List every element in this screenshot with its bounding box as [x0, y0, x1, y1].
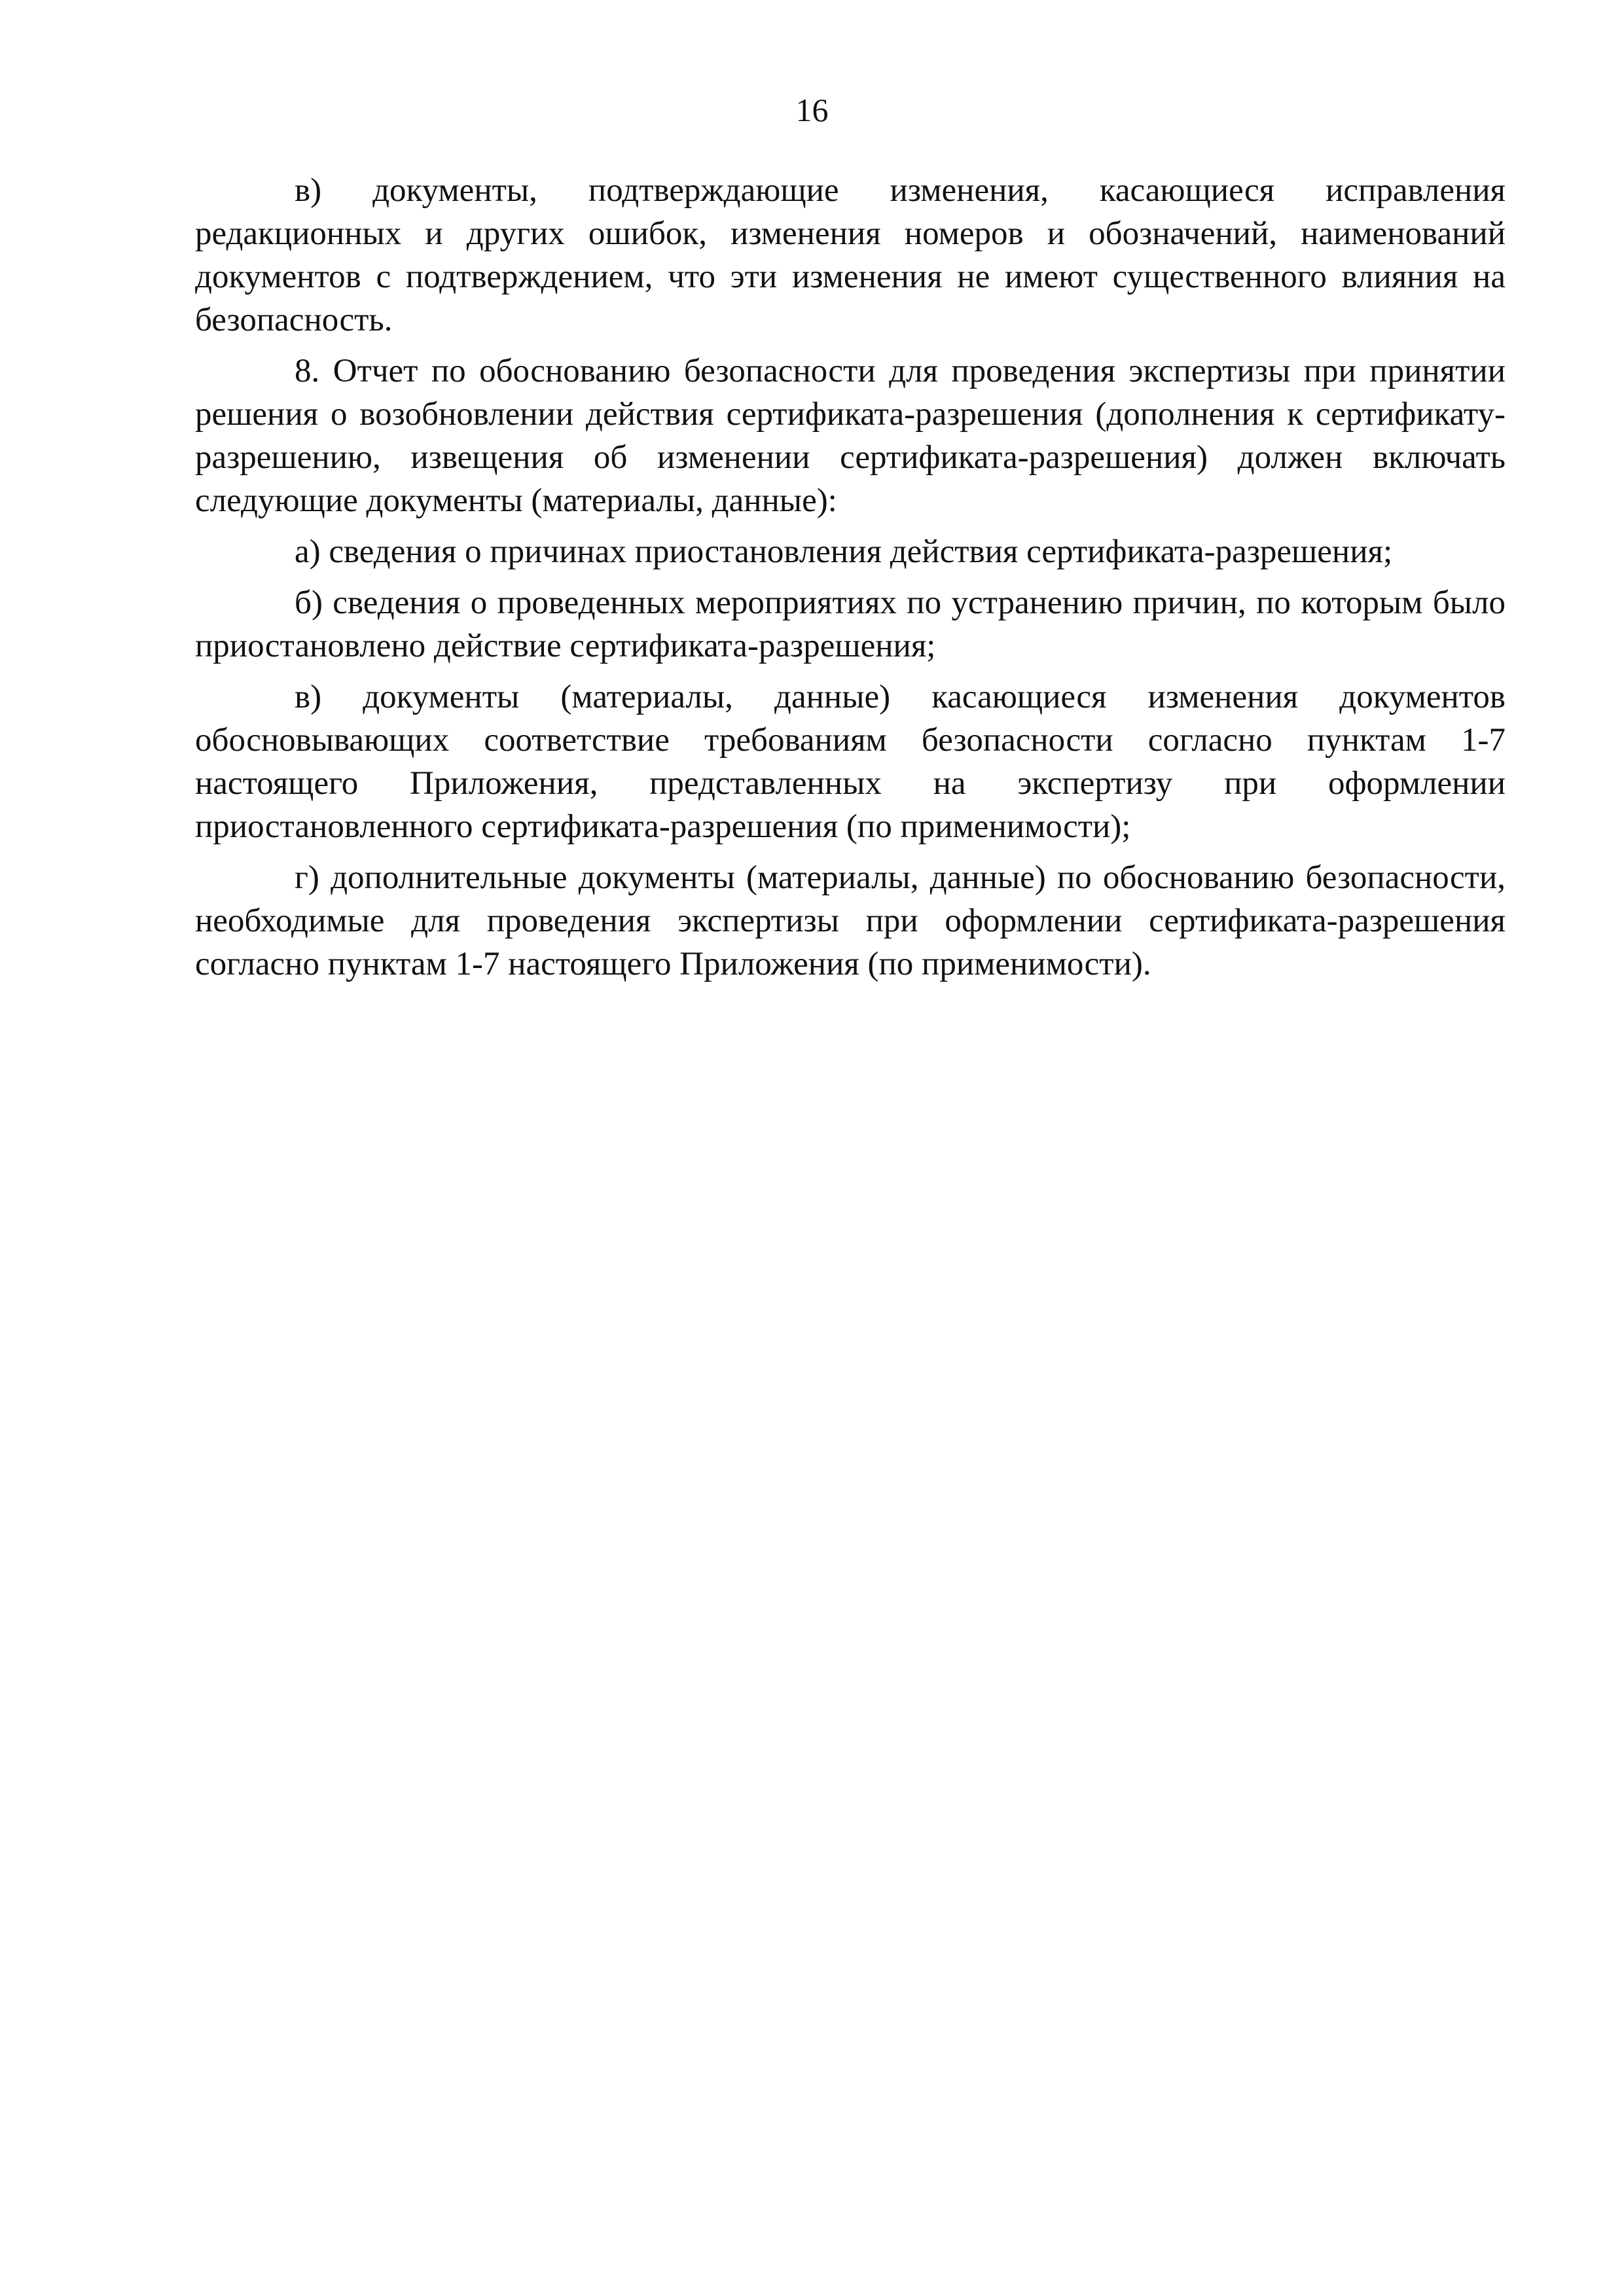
paragraph-v-corrections: в) документы, подтверждающие изменения, касающиеся исправления редакционных и других ошибок, изменения номеров и обозначений, наименований документов с подтверждением, что эти изменения не имеют существенного влияния на безопасность.	[195, 172, 1506, 338]
page-number: 16	[795, 92, 829, 128]
document-body	[195, 169, 1506, 994]
paragraph-b-measures-taken: б) сведения о проведенных мероприятиях по устранению причин, по которым было приостановлено действие сертификата-разрешения;	[195, 584, 1506, 664]
paragraph-a-suspension-reasons: а) сведения о причинах приостановления действия сертификата-разрешения;	[295, 533, 1393, 570]
paragraph-g-additional-documents: г) дополнительные документы (материалы, данные) по обоснованию безопасности, необходимые для проведения экспертизы при оформлении сертификата-разрешения согласно пунктам 1-7 настоящего Приложения (по применимости).	[195, 859, 1506, 982]
paragraph-8-safety-report: 8. Отчет по обоснованию безопасности для проведения экспертизы при принятии решения о возобновлении действия сертификата-разрешения (дополнения к сертификату-разрешению, извещения об изменении сертификата-разрешения) должен включать следующие документы (материалы, данные):	[195, 353, 1506, 519]
paragraph-v-document-changes: в) документы (материалы, данные) касающиеся изменения документов обосновывающих соответствие требованиям безопасности согласно пунктам 1-7 настоящего Приложения, представленных на экспертизу при оформлении приостановленного сертификата-разрешения (по применимости);	[195, 679, 1506, 845]
